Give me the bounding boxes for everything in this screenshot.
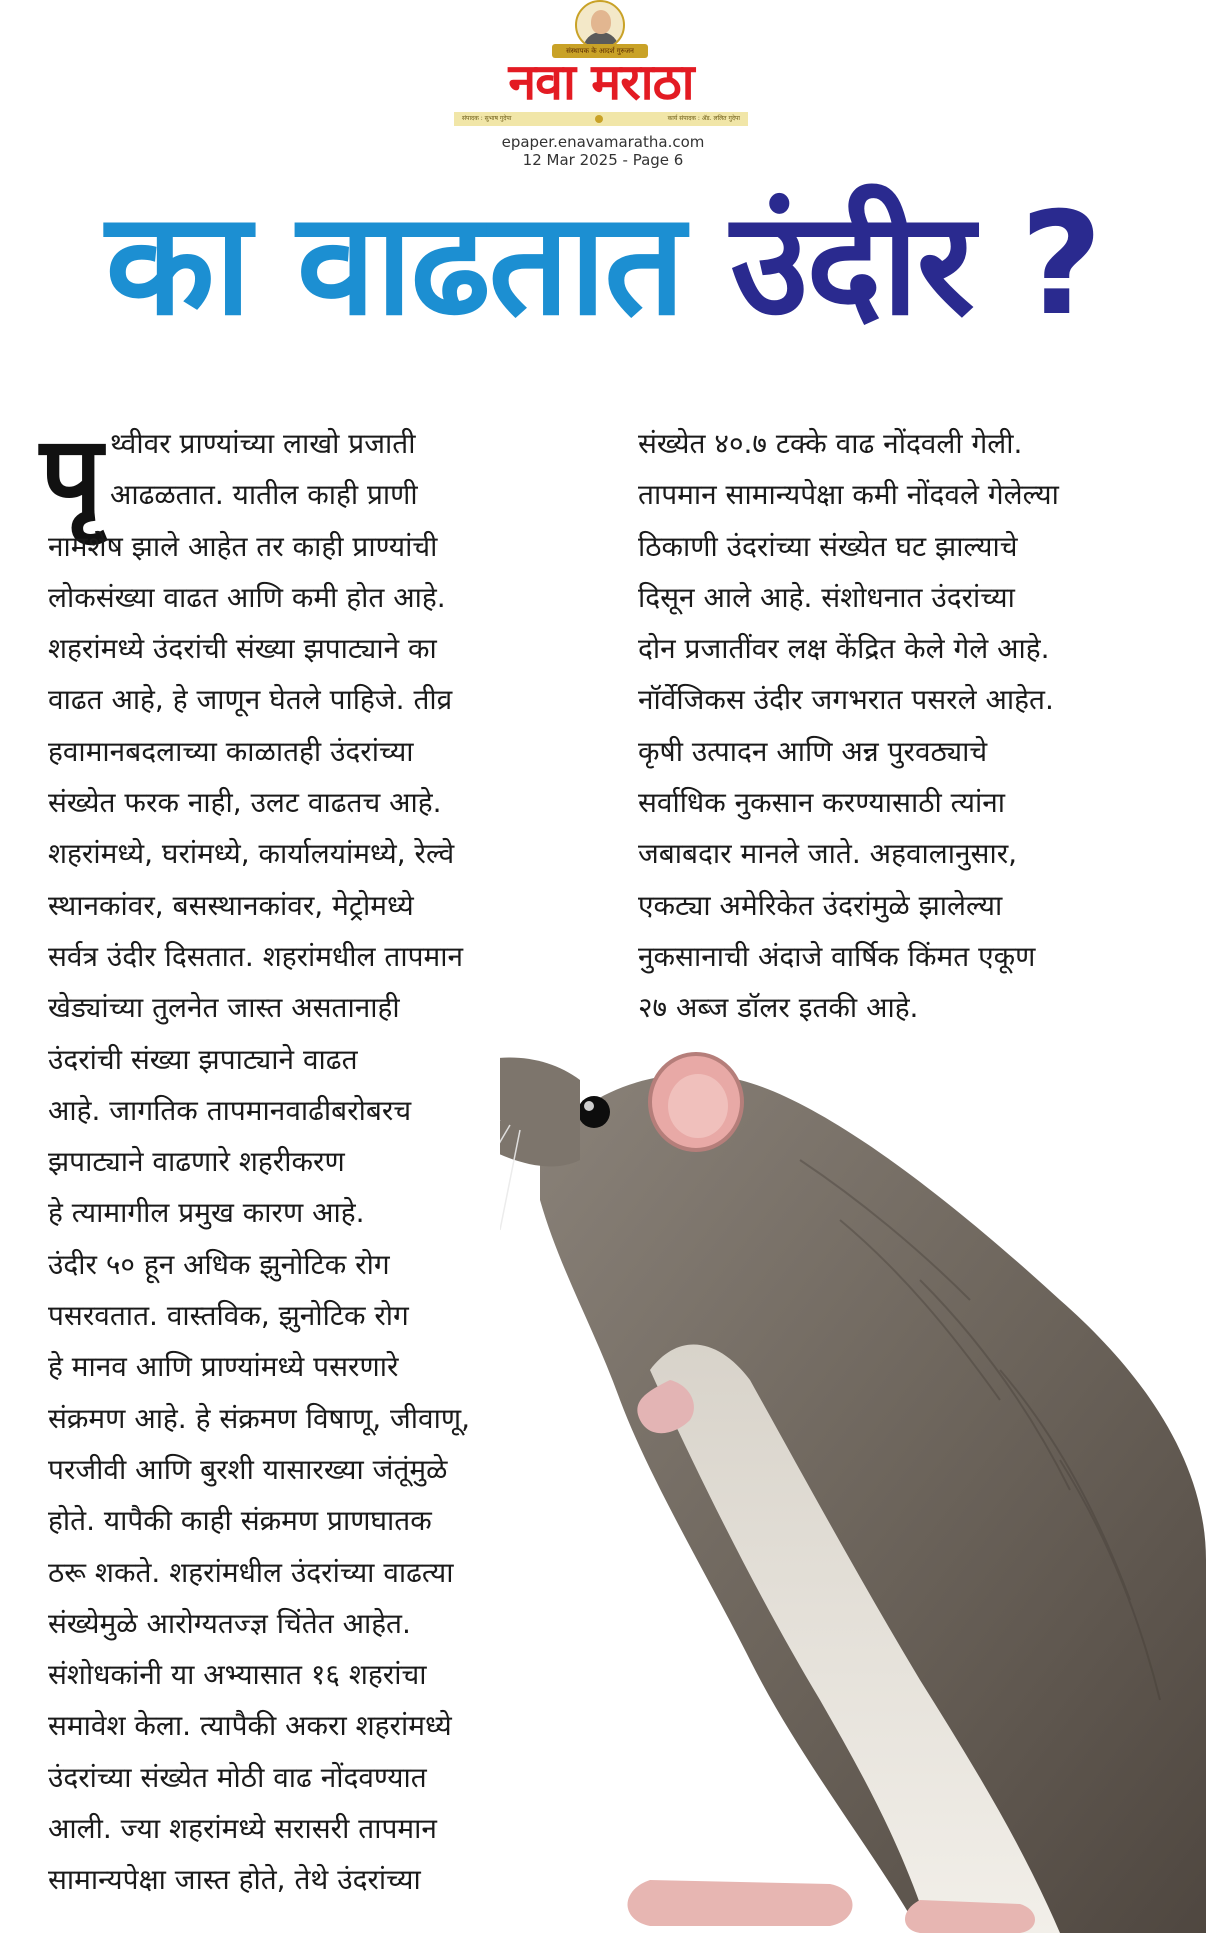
article-line: कृषी उत्पादन आणि अन्न पुरवठ्याचे [638,734,988,768]
article-line: परजीवी आणि बुरशी यासारख्या जंतूंमुळे [48,1452,448,1486]
article-line: सर्वाधिक नुकसान करण्यासाठी त्यांना [638,786,1006,820]
article-line: संशोधकांनी या अभ्यासात १६ शहरांचा [48,1658,427,1692]
rat-illustration [500,1040,1206,1933]
article-line: होते. यापैकी काही संक्रमण प्राणघातक [48,1504,432,1538]
article-line: आहे. जागतिक तापमानवाढीबरोबरच [48,1093,412,1127]
drop-cap: पृ [40,412,103,540]
article-line: नामशेष झाले आहेत तर काही प्राण्यांची [48,529,438,563]
article-line: पसरवतात. वास्तविक, झुनोटिक रोग [48,1299,409,1333]
newspaper-logo: नवा मराठा [508,53,694,111]
article-line: तापमान सामान्यपेक्षा कमी नोंदवले गेलेल्या [638,478,1059,512]
article-line: आली. ज्या शहरांमध्ये सरासरी तापमान [48,1812,437,1846]
article-line: ठिकाणी उंदरांच्या संख्येत घट झाल्याचे [638,529,1018,563]
article-line: २७ अब्ज डॉलर इतकी आहे. [638,991,919,1025]
article-line: झपाट्याने वाढणारे शहरीकरण [48,1145,345,1179]
article-line: जबाबदार मानले जाते. अहवालानुसार, [638,837,1018,871]
article-line: हवामानबदलाच्या काळातही उंदरांच्या [48,734,414,768]
rat-hind-foot [628,1880,853,1926]
executive-editor-credit: कार्य संपादक : ॲड. ललित गुदेपा [667,115,740,122]
article-line: एकट्या अमेरिकेत उंदरांमुळे झालेल्या [638,888,1003,922]
rat-snout [500,1058,580,1167]
masthead-ribbon: संस्थापक के आदर्श गुरुजन [552,44,648,58]
source-dateline: 12 Mar 2025 - Page 6 [522,151,684,169]
article-line: लोकसंख्या वाढत आणि कमी होत आहे. [48,580,446,614]
article-line: थ्वीवर प्राण्यांच्या लाखो प्रजाती [110,427,416,460]
article-line: हे त्यामागील प्रमुख कारण आहे. [48,1196,365,1230]
article-line: दोन प्रजातींवर लक्ष केंद्रित केले गेले आहे. [638,632,1050,666]
article-line: उंदरांच्या संख्येत मोठी वाढ नोंदवण्यात [48,1760,427,1794]
article-line: सामान्यपेक्षा जास्त होते, तेथे उंदरांच्या [48,1863,421,1897]
article-line: खेड्यांच्या तुलनेत जास्त असतानाही [48,991,400,1025]
headline-part-1: का वाढतात [105,182,684,347]
portrait-face [591,10,611,34]
article-line: समावेश केला. त्यापैकी अकरा शहरांमध्ये [48,1709,452,1743]
article-line: शहरांमध्ये उंदरांची संख्या झपाट्याने का [48,632,437,666]
article-line: आढळतात. यातील काही प्राणी [110,478,418,512]
article-line: सर्वत्र उंदीर दिसतात. शहरांमधील तापमान [48,939,464,973]
source-info [420,133,786,169]
article-line: हे मानव आणि प्राण्यांमध्ये पसरणारे [48,1350,399,1384]
article-line: संख्येत फरक नाही, उलट वाढतच आहे. [48,786,442,820]
article-column-2 [638,418,1198,1034]
article-line: ठरू शकते. शहरांमधील उंदरांच्या वाढत्या [48,1555,454,1589]
article-line: वाढत आहे, हे जाणून घेतले पाहिजे. तीव्र [48,683,453,717]
founder-portrait [575,0,625,50]
headline-part-2: उंदीर ? [730,182,1101,347]
article-line: संख्येमुळे आरोग्यतज्ज्ञ चिंतेत आहेत. [48,1606,411,1640]
article-line: संख्येत ४०.७ टक्के वाढ नोंदवली गेली. [638,427,1023,460]
article-line: नुकसानाची अंदाजे वार्षिक किंमत एकूण [638,939,1036,973]
headline [0,180,1206,350]
article-line: दिसून आले आहे. संशोधनात उंदरांच्या [638,580,1015,614]
rat-eye [578,1096,610,1128]
article-line: उंदरांची संख्या झपाट्याने वाढत [48,1042,358,1076]
article-line: संक्रमण आहे. हे संक्रमण विषाणू, जीवाणू, [48,1401,470,1435]
article-line: स्थानकांवर, बसस्थानकांवर, मेट्रोमध्ये [48,888,414,922]
article-line: उंदीर ५० हून अधिक झुनोटिक रोग [48,1247,390,1281]
editor-credit: संपादक : सुभाष गुदेपा [462,115,512,122]
rat-body [540,1074,1206,1933]
article-line: शहरांमध्ये, घरांमध्ये, कार्यालयांमध्ये, रेल्वे [48,837,455,871]
source-url: epaper.enavamaratha.com [501,133,705,151]
masthead-editor-strip [454,112,748,126]
newspaper-masthead [450,0,752,128]
emblem-icon [595,115,603,123]
article-line: नॉर्वेजिकस उंदीर जगभरात पसरले आहेत. [638,683,1054,717]
